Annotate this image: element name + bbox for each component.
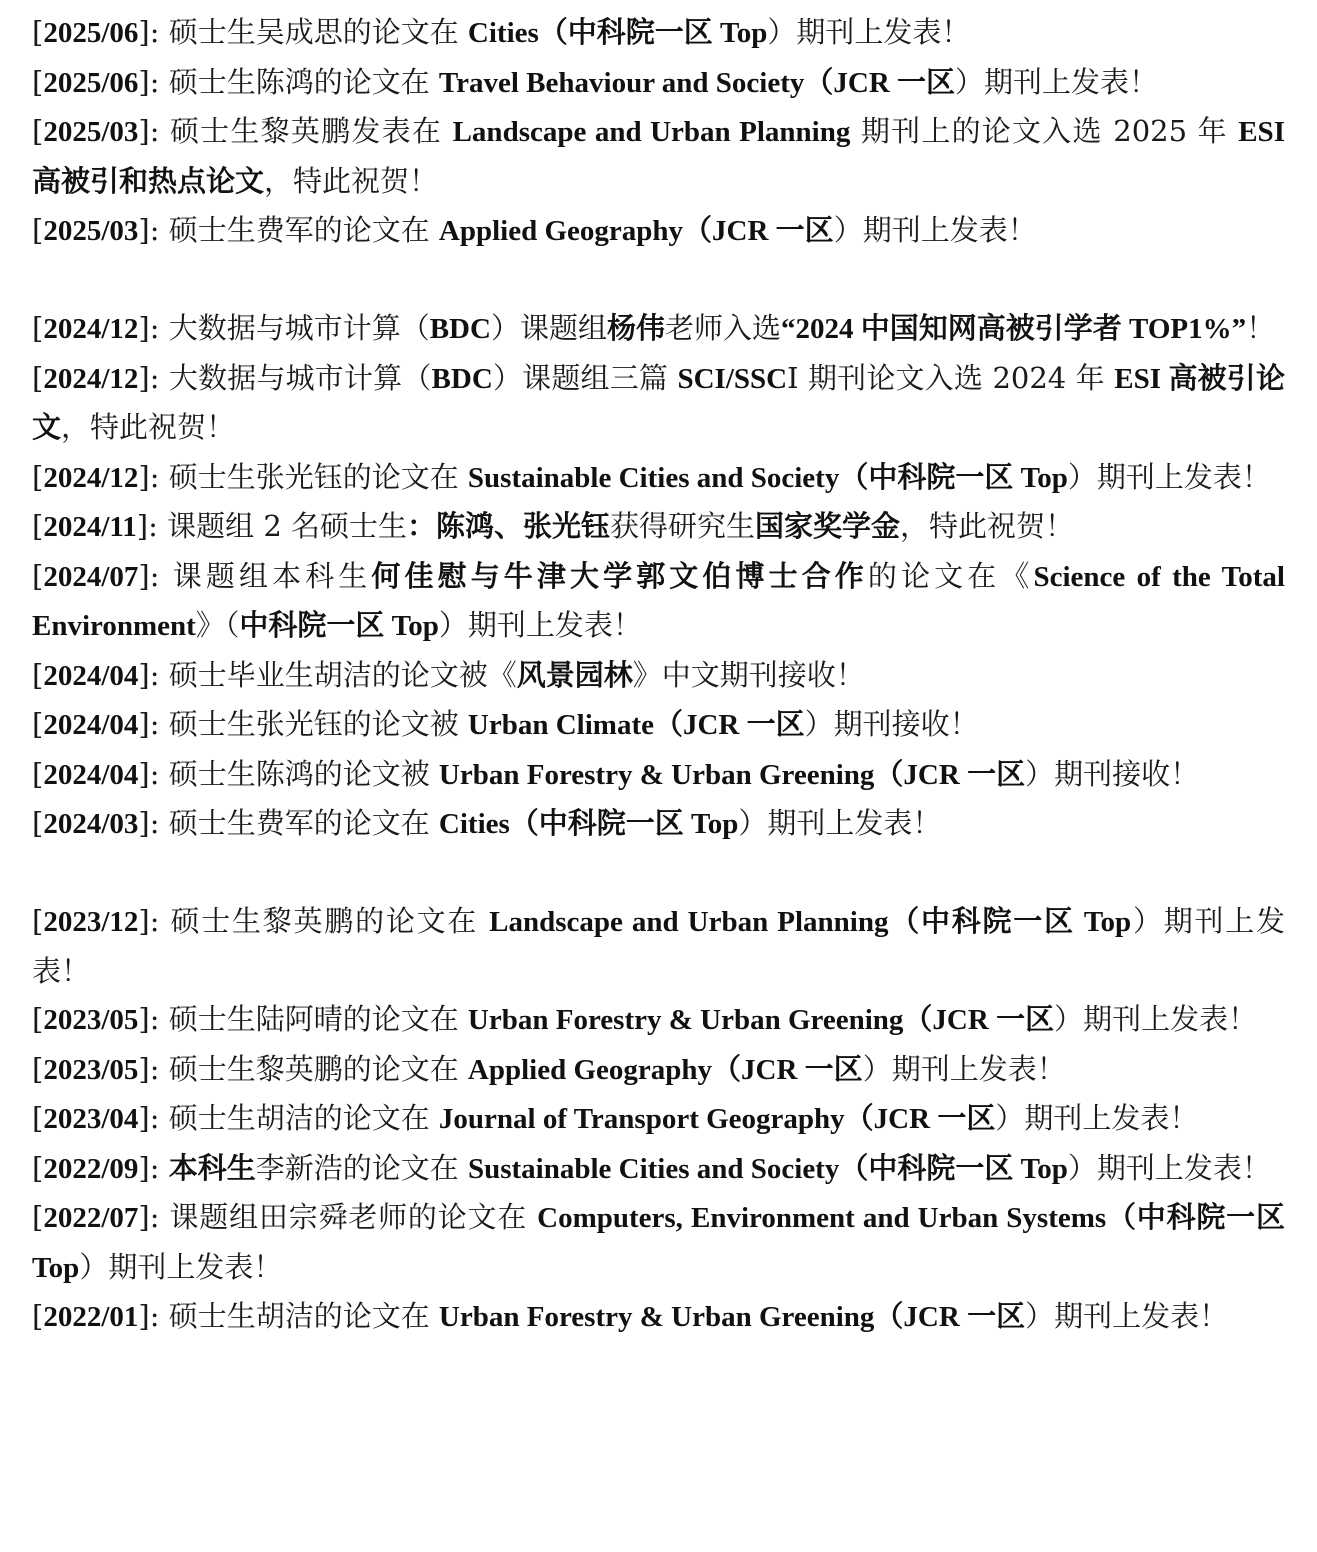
news-text: 硕士生张光钰的论文在 (168, 459, 468, 494)
news-item (32, 1144, 1285, 1194)
news-date: 2023/12 (43, 906, 139, 938)
news-date: 2024/12 (43, 313, 139, 345)
news-text: 的论文在《 (867, 558, 1034, 593)
news-date: 2025/03 (43, 215, 139, 247)
news-item (32, 8, 1285, 58)
news-item (32, 107, 1285, 206)
news-emphasis: Applied Geography（JCR 一区 (438, 215, 834, 247)
news-item (32, 206, 1285, 256)
news-text: ）期刊接收！ (804, 707, 979, 741)
date-bracket: ]: (138, 64, 169, 99)
news-date: 2024/04 (43, 709, 139, 741)
date-bracket: [ (32, 114, 44, 148)
news-date: 2024/12 (43, 461, 139, 494)
news-item (32, 897, 1285, 995)
news-text: 大数据与城市计算（ (168, 311, 430, 345)
news-emphasis: Urban Climate（JCR 一区 (467, 709, 805, 741)
news-emphasis: Cities（中科院一区 Top (438, 808, 739, 840)
date-bracket: ]: (138, 1200, 170, 1234)
news-emphasis: Urban Forestry & Urban Greening（JCR 一区 (438, 1301, 1026, 1333)
news-list (32, 8, 1285, 1342)
news-item (32, 453, 1285, 503)
news-emphasis: Journal of Transport Geography（JCR 一区 (438, 1103, 996, 1135)
news-emphasis: 风景园林 (516, 659, 633, 692)
date-bracket: [ (32, 360, 44, 395)
news-emphasis: Sustainable Cities and Society（中科院一区 Top (467, 461, 1068, 494)
date-bracket: ]: (138, 558, 173, 593)
news-text: ）期刊上发表！ (1067, 459, 1271, 494)
news-emphasis: Applied Geography（JCR 一区 (467, 1053, 863, 1086)
news-date: 2024/11 (43, 511, 137, 543)
date-bracket: [ (32, 707, 44, 741)
news-date: 2023/05 (43, 1053, 139, 1086)
news-text: I 期刊论文入选 2024 年 (787, 360, 1115, 395)
news-emphasis: Travel Behaviour and Society（JCR 一区 (438, 66, 956, 99)
news-emphasis: ESI 高被引和热点论文 (32, 116, 1285, 198)
date-bracket: ]: (138, 756, 169, 791)
news-emphasis: Urban Forestry & Urban Greening（JCR 一区 (438, 758, 1026, 791)
news-text: ）期刊上发表！ (1054, 1002, 1258, 1036)
news-emphasis: Cities（中科院一区 Top (467, 17, 768, 49)
section-divider (32, 256, 1285, 305)
date-bracket: [ (32, 213, 44, 247)
date-bracket: [ (32, 311, 44, 345)
news-text: 》（ (195, 608, 240, 642)
news-text: ）期刊上发表！ (438, 608, 642, 642)
news-emphasis: ：陈鸿、张光钰 (407, 511, 611, 543)
date-bracket: ]: (138, 1150, 169, 1185)
news-item (32, 700, 1285, 750)
news-text: 课题组田宗舜老师的论文在 (169, 1200, 538, 1234)
date-bracket: [ (32, 904, 44, 938)
news-text: ）期刊上发表！ (833, 213, 1037, 247)
news-text: ）期刊上发表！ (738, 806, 942, 840)
news-text: 硕士生费军的论文在 (168, 806, 439, 840)
news-item (32, 354, 1285, 453)
date-bracket: [ (32, 657, 44, 692)
news-item (32, 502, 1285, 552)
date-bracket: [ (32, 1299, 44, 1333)
date-bracket: ]: (138, 657, 169, 692)
news-text: ，特此祝贺！ (264, 163, 439, 198)
news-emphasis: 本科生 (168, 1152, 256, 1185)
news-item (32, 1193, 1285, 1292)
news-item (32, 552, 1285, 651)
news-text: ，特此祝贺！ (61, 410, 236, 444)
news-date: 2023/04 (43, 1103, 139, 1135)
news-emphasis: Sustainable Cities and Society（中科院一区 Top (467, 1152, 1068, 1185)
news-text: 大数据与城市计算（ (168, 360, 432, 395)
news-text: 硕士生黎英鹏的论文在 (170, 904, 490, 938)
news-emphasis: SCI/SSC (677, 362, 788, 395)
date-bracket: ]: (138, 904, 171, 938)
date-bracket: ]: (138, 311, 169, 345)
news-item (32, 58, 1285, 108)
news-item (32, 1292, 1285, 1342)
news-text: ）课题组 (490, 311, 607, 345)
news-text: 硕士生张光钰的论文被 (168, 707, 468, 741)
news-item (32, 799, 1285, 849)
news-text: 获得研究生 (610, 509, 756, 543)
news-emphasis: Landscape and Urban Planning (452, 116, 851, 148)
news-text: ）期刊上发表！ (862, 1051, 1066, 1086)
news-text: 硕士生胡洁的论文在 (168, 1299, 439, 1333)
news-text: 硕士生胡洁的论文在 (168, 1101, 439, 1135)
date-bracket: [ (32, 509, 44, 543)
date-bracket: [ (32, 1150, 44, 1185)
news-date: 2024/12 (43, 362, 139, 395)
news-date: 2024/07 (43, 560, 139, 593)
news-item (32, 1094, 1285, 1144)
news-text: 硕士生吴成思的论文在 (168, 15, 468, 49)
date-bracket: ]: (138, 114, 170, 148)
news-text: 硕士生费军的论文在 (168, 213, 439, 247)
news-text: 课题组本科生 (172, 558, 372, 593)
news-text: ！ (1246, 311, 1276, 345)
news-emphasis: Science of the Total Environment (32, 560, 1285, 642)
news-text: ）课题组三篇 (492, 360, 678, 395)
news-text: ）期刊上发表！ (1067, 1150, 1271, 1185)
news-text: 硕士生黎英鹏的论文在 (168, 1051, 468, 1086)
date-bracket: [ (32, 1051, 44, 1086)
news-item (32, 651, 1285, 701)
news-text: ）期刊上发表！ (995, 1101, 1199, 1135)
news-date: 2025/06 (43, 17, 139, 49)
news-date: 2024/03 (43, 808, 139, 840)
section-divider (32, 849, 1285, 898)
date-bracket: [ (32, 459, 44, 494)
news-text: ）期刊上发表！ (955, 64, 1159, 99)
news-text: 硕士生陈鸿的论文被 (168, 756, 439, 791)
news-date: 2022/01 (43, 1301, 139, 1333)
date-bracket: [ (32, 15, 44, 49)
date-bracket: ]: (138, 213, 169, 247)
news-text: 课题组 2 名硕士生 (167, 509, 407, 543)
news-emphasis: 中科院一区 Top (239, 610, 439, 642)
news-date: 2024/04 (43, 758, 139, 791)
news-text: 》中文期刊接收！ (632, 657, 865, 692)
news-text: ）期刊上发表！ (79, 1249, 283, 1284)
news-emphasis: 杨伟 (606, 313, 665, 345)
date-bracket: ]: (136, 509, 168, 543)
date-bracket: [ (32, 1002, 44, 1036)
news-date: 2023/05 (43, 1004, 139, 1036)
news-emphasis: 何佳慰与牛津大学郭文伯博士合作 (371, 560, 868, 593)
news-emphasis: Landscape and Urban Planning（中科院一区 Top (489, 906, 1132, 938)
news-text: ）期刊接收！ (1025, 756, 1200, 791)
news-text: 硕士生黎英鹏发表在 (169, 114, 453, 148)
date-bracket: ]: (138, 360, 169, 395)
news-emphasis: 国家奖学金 (755, 511, 901, 543)
news-text: ）期刊上发表！ (767, 15, 971, 49)
date-bracket: ]: (138, 707, 169, 741)
news-item (32, 1045, 1285, 1095)
news-date: 2025/03 (43, 116, 139, 148)
date-bracket: ]: (138, 806, 169, 840)
date-bracket: ]: (138, 459, 169, 494)
news-text: 硕士生陈鸿的论文在 (168, 64, 439, 99)
news-date: 2022/09 (43, 1152, 139, 1185)
news-text: ）期刊上发表！ (1025, 1299, 1229, 1333)
news-emphasis: “2024 中国知网高被引学者 TOP1%” (781, 313, 1247, 345)
news-text: 硕士生陆阿晴的论文在 (168, 1002, 468, 1036)
news-text: 期刊上的论文入选 2025 年 (850, 114, 1239, 148)
news-emphasis: BDC (431, 362, 493, 395)
date-bracket: [ (32, 64, 44, 99)
news-emphasis: BDC (429, 313, 491, 345)
date-bracket: ]: (138, 1002, 169, 1036)
date-bracket: [ (32, 756, 44, 791)
news-text: ，特此祝贺！ (900, 509, 1075, 543)
news-date: 2025/06 (43, 66, 139, 99)
news-item (32, 304, 1285, 354)
news-emphasis: Urban Forestry & Urban Greening（JCR 一区 (467, 1004, 1055, 1036)
date-bracket: ]: (138, 1101, 169, 1135)
news-date: 2022/07 (43, 1202, 139, 1234)
date-bracket: ]: (138, 1299, 169, 1333)
news-text: 硕士毕业生胡洁的论文被《 (168, 657, 517, 692)
date-bracket: [ (32, 1101, 44, 1135)
date-bracket: ]: (138, 15, 169, 49)
news-emphasis: ESI 高被引论文 (32, 362, 1285, 444)
news-text: 老师入选 (664, 311, 781, 345)
news-item (32, 750, 1285, 800)
date-bracket: ]: (138, 1051, 169, 1086)
news-text: ）期刊上发表！ (32, 904, 1286, 988)
date-bracket: [ (32, 806, 44, 840)
news-item (32, 995, 1285, 1045)
date-bracket: [ (32, 558, 44, 593)
date-bracket: [ (32, 1200, 44, 1234)
news-date: 2024/04 (43, 659, 139, 692)
news-text: 李新浩的论文在 (255, 1150, 468, 1185)
news-emphasis: Computers, Environment and Urban Systems（中科院一区 Top (32, 1202, 1285, 1284)
